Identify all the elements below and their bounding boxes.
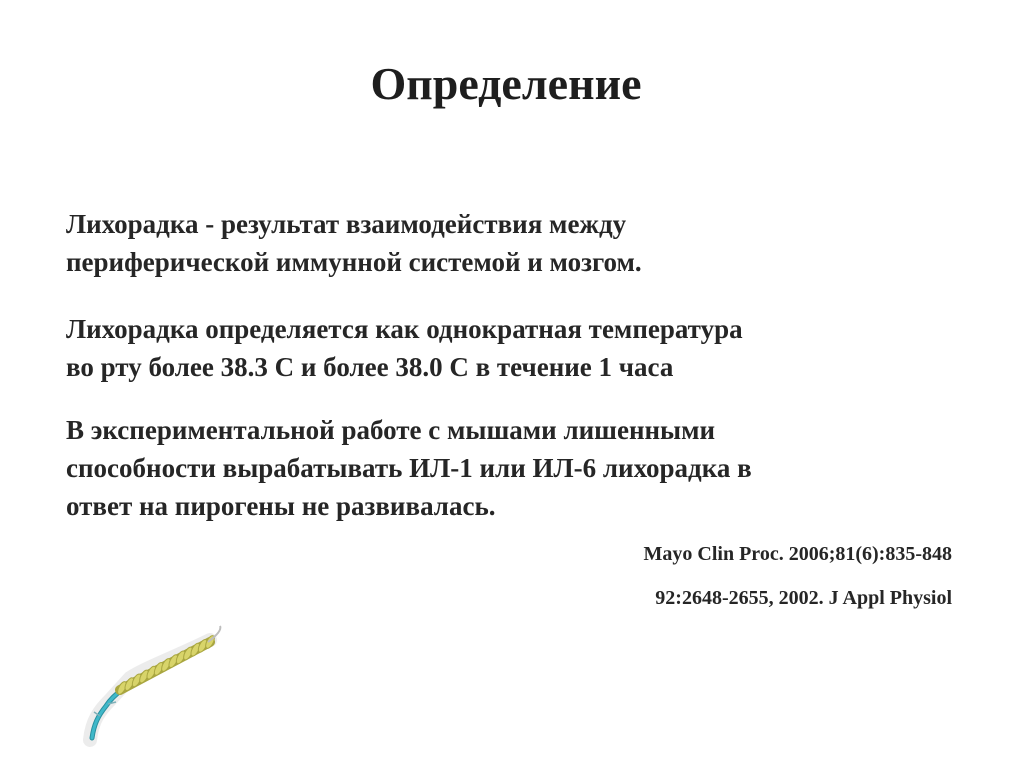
paragraph-line: во рту более 38.3 С и более 38.0 С в течение 1 часа: [66, 352, 674, 382]
protein-helix-icon: [70, 620, 230, 750]
paragraph-experiment: [66, 411, 966, 525]
paragraph-line: В экспериментальной работе с мышами лишенными: [66, 415, 716, 445]
paragraph-line: Лихорадка - результат взаимодействия между: [66, 209, 627, 239]
reference-mayo: Mayo Clin Proc. 2006;81(6):835-848: [643, 543, 952, 565]
reference-jap: 92:2648-2655, 2002. J Appl Physiol: [655, 587, 952, 609]
paragraph-fever-definition: [66, 205, 966, 281]
paragraph-line: способности вырабатывать ИЛ-1 или ИЛ-6 лихорадка в: [66, 453, 752, 483]
paragraph-line: периферической иммунной системой и мозгом.: [66, 247, 642, 277]
paragraph-line: ответ на пирогены не развивалась.: [66, 491, 496, 521]
paragraph-fever-temperature: [66, 310, 966, 386]
slide-title: Определение: [370, 58, 642, 109]
paragraph-line: Лихорадка определяется как однократная температура: [66, 314, 743, 344]
